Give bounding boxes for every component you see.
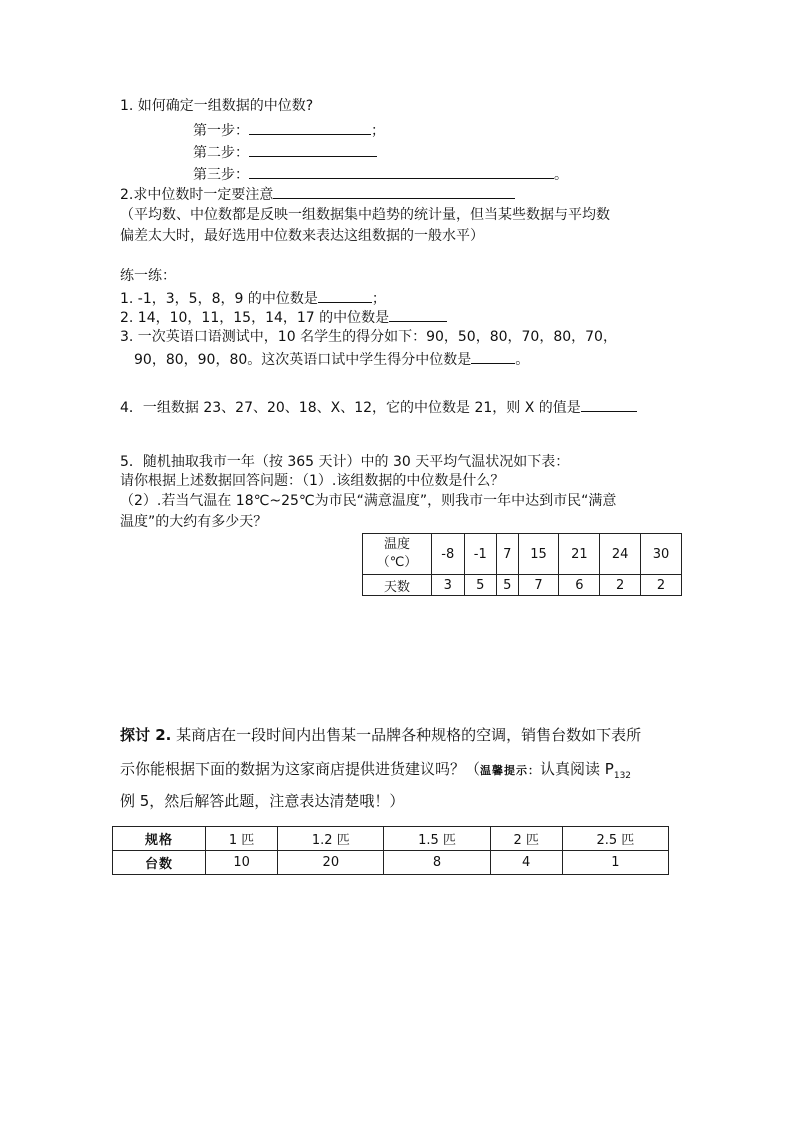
temp-cell: 7 — [497, 534, 519, 575]
practice-4 — [120, 396, 637, 418]
days-cell: 5 — [464, 575, 497, 596]
temp-cell: -8 — [432, 534, 465, 575]
days-cell: 7 — [518, 575, 559, 596]
count-cell: 8 — [384, 851, 490, 875]
discussion-label: 探讨 2. — [120, 726, 172, 744]
practice-3-line-2 — [134, 348, 529, 370]
days-cell: 6 — [559, 575, 600, 596]
step-1-blank[interactable] — [249, 119, 371, 135]
temperature-header-label: 温度 — [383, 537, 410, 552]
discussion-text-2b: 认真阅读 P — [540, 760, 614, 778]
count-cell: 1 — [562, 851, 668, 875]
discussion-text-2a: 示你能根据下面的数据为这家商店提供进货建议吗？（ — [120, 760, 481, 778]
tip-label: 温馨提示： — [480, 764, 541, 777]
temperature-table — [362, 533, 682, 596]
spec-cell: 2.5 匹 — [562, 827, 668, 851]
days-row — [363, 575, 682, 596]
discussion-text-1: 某商店在一段时间内出售某一品牌各种规格的空调，销售台数如下表所 — [171, 726, 642, 744]
count-header: 台数 — [113, 851, 206, 875]
question-2 — [120, 183, 515, 205]
step-2 — [193, 141, 377, 163]
practice-2-blank[interactable] — [389, 306, 447, 322]
practice-4-text: 4．一组数据 23、27、20、18、X、12，它的中位数是 21，则 X 的值是 — [120, 400, 581, 416]
question-2-blank[interactable] — [273, 183, 515, 199]
count-row — [113, 851, 669, 875]
note-line-2: 偏差太大时，最好选用中位数来表达这组数据的一般水平） — [120, 228, 484, 244]
days-cell: 5 — [497, 575, 519, 596]
spec-cell: 1.5 匹 — [384, 827, 490, 851]
days-cell: 3 — [432, 575, 465, 596]
practice-2-text: 2. 14，10，11，15，14，17 的中位数是 — [120, 310, 390, 326]
days-header: 天数 — [363, 575, 432, 596]
practice-5-line-3: （2）.若当气温在 18℃~25℃为市民“满意温度”，则我市一年中达到市民“满意 — [120, 493, 617, 509]
discussion-line-1 — [120, 725, 641, 745]
discussion-line-2 — [120, 759, 631, 786]
spec-cell: 1.2 匹 — [278, 827, 384, 851]
temp-cell: -1 — [464, 534, 497, 575]
step-1-end: ； — [371, 123, 385, 139]
step-3-end: 。 — [554, 167, 568, 183]
practice-5-line-4: 温度”的大约有多少天？ — [120, 514, 268, 530]
practice-1-text: 1. -1，3，5，8，9 的中位数是 — [120, 291, 318, 307]
practice-3-line-1: 3. 一次英语口语测试中，10 名学生的得分如下：90，50，80，70，80，70， — [120, 329, 617, 345]
spec-cell: 2 匹 — [490, 827, 562, 851]
practice-5-line-1: 5．随机抽取我市一年（按 365 天计）中的 30 天平均气温状况如下表： — [120, 454, 570, 470]
step-1-label: 第一步： — [193, 123, 249, 139]
days-cell: 2 — [641, 575, 682, 596]
practice-2 — [120, 306, 447, 328]
temp-cell: 21 — [559, 534, 600, 575]
temperature-header — [363, 534, 432, 575]
step-3-blank[interactable] — [249, 163, 554, 179]
count-cell: 20 — [278, 851, 384, 875]
temp-cell: 30 — [641, 534, 682, 575]
step-2-blank[interactable] — [249, 141, 377, 157]
question-2-text: 2.求中位数时一定要注意 — [120, 187, 274, 203]
temperature-header-unit: （℃） — [376, 555, 418, 570]
count-cell: 10 — [206, 851, 278, 875]
practice-1-end: ； — [371, 291, 386, 307]
discussion-line-3: 例 5，然后解答此题，注意表达清楚哦！） — [120, 792, 405, 810]
days-cell: 2 — [600, 575, 641, 596]
spec-row — [113, 827, 669, 851]
practice-3-end: 。 — [515, 352, 530, 368]
ac-sales-table — [112, 826, 669, 875]
note-line-1: （平均数、中位数都是反映一组数据集中趋势的统计量，但当某些数据与平均数 — [120, 207, 610, 223]
practice-1-blank[interactable] — [318, 287, 372, 303]
practice-3-blank[interactable] — [471, 348, 515, 364]
step-3 — [193, 163, 568, 185]
temp-cell: 15 — [518, 534, 559, 575]
spec-header: 规格 — [113, 827, 206, 851]
practice-4-blank[interactable] — [581, 396, 637, 412]
step-2-label: 第二步： — [193, 145, 249, 161]
step-1 — [193, 119, 385, 141]
page-subscript: 132 — [613, 771, 632, 781]
count-cell: 4 — [490, 851, 562, 875]
temperature-row — [363, 534, 682, 575]
practice-title: 练一练： — [120, 268, 176, 284]
spec-cell: 1 匹 — [206, 827, 278, 851]
practice-3-text: 90，80，90，80。这次英语口试中学生得分中位数是 — [134, 352, 472, 368]
practice-5-line-2: 请你根据上述数据回答问题：（1）.该组数据的中位数是什么？ — [120, 473, 505, 489]
step-3-label: 第三步： — [193, 167, 249, 183]
temp-cell: 24 — [600, 534, 641, 575]
question-1: 1. 如何确定一组数据的中位数? — [120, 98, 314, 114]
